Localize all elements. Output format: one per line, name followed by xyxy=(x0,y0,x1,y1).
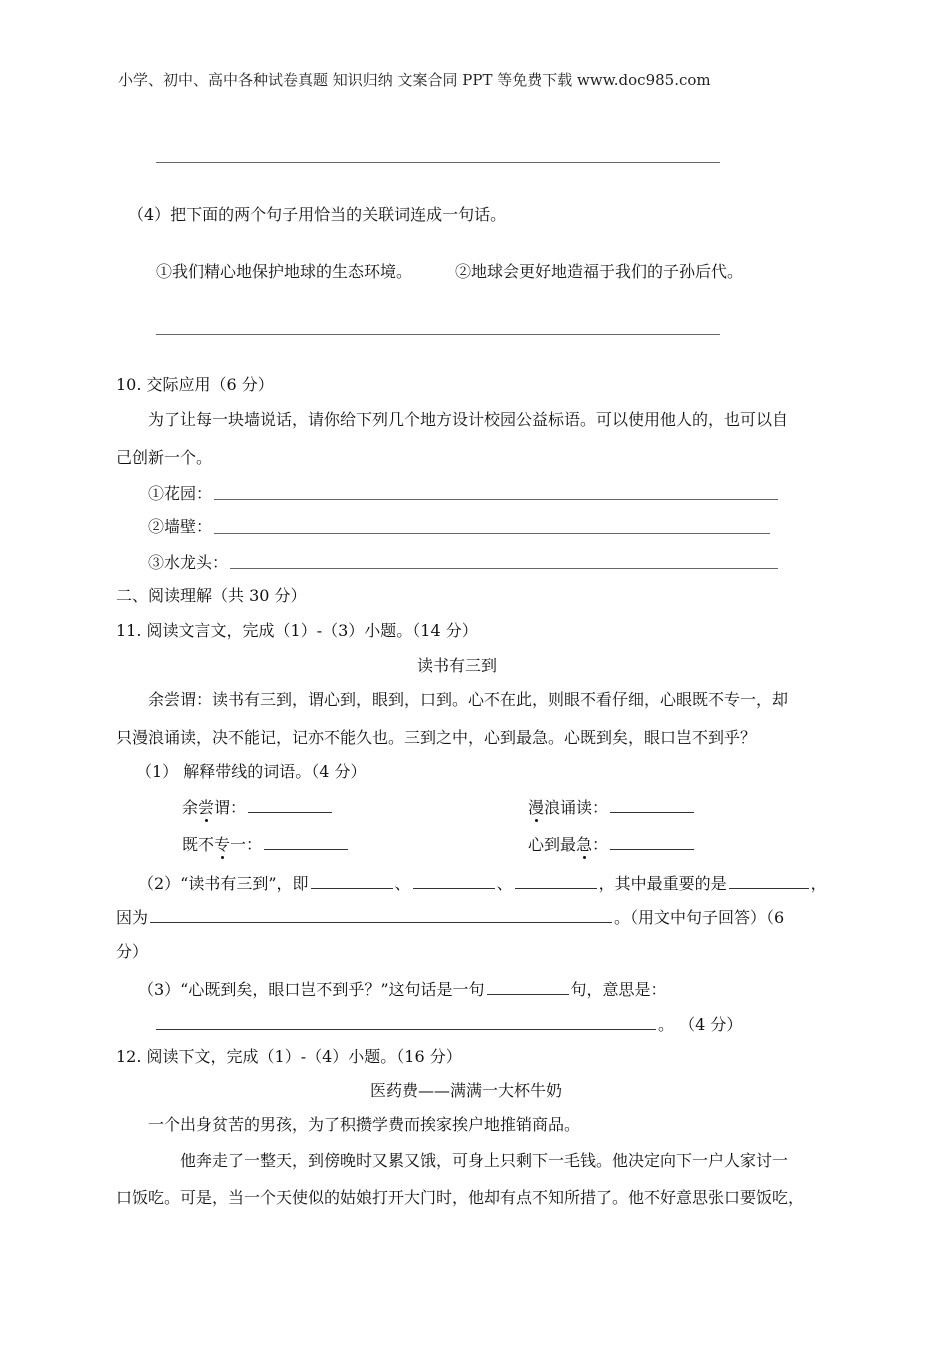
word-text: ： xyxy=(592,835,609,854)
word-text: 余 xyxy=(182,798,199,817)
page-header: 小学、初中、高中各种试卷真题 知识归纳 文案合同 PPT 等免费下载 www.doc985.com xyxy=(118,71,711,89)
answer-blank[interactable] xyxy=(311,872,393,889)
word-text: 浪诵读： xyxy=(544,798,609,817)
q11-sub3-line-1 xyxy=(138,978,667,1000)
answer-blank[interactable] xyxy=(610,833,694,850)
answer-blank[interactable] xyxy=(150,906,612,923)
q11-sub2-line-1 xyxy=(138,872,827,894)
q9-4-prompt: （4）把下面的两个句子用恰当的关联词连成一句话。 xyxy=(128,205,507,224)
q12-passage-line-3: 口饭吃。可是，当一个天使似的姑娘打开大门时，他却有点不知所措了。他不好意思张口要饭吃， xyxy=(116,1188,805,1207)
dotted-char: 专 xyxy=(214,835,231,854)
q9-4-sentence-1: ①我们精心地保护地球的生态环境。 xyxy=(156,262,413,281)
dotted-char: 尝 xyxy=(198,798,215,817)
q10-item-wall: ②墙壁： xyxy=(148,517,213,536)
word-text: 心到最 xyxy=(528,835,577,854)
q10-title: 10. 交际应用（6 分） xyxy=(116,375,274,394)
sub3-text: 句，意思是： xyxy=(570,980,667,999)
answer-blank[interactable] xyxy=(248,796,332,813)
sub2-text: 。（用文中句子回答）（6 xyxy=(614,908,785,927)
separator: 、 xyxy=(496,874,513,893)
sub2-text: 因为 xyxy=(116,908,149,927)
sub3-text: （3）“心既到矣，眼口岂不到乎？”这句话是一句 xyxy=(138,980,485,999)
q11-sub1-prompt: （1） 解释带线的词语。（4 分） xyxy=(136,762,367,781)
word-text: 既不 xyxy=(182,835,215,854)
q10-wall-answer-line[interactable] xyxy=(214,533,770,534)
q11-passage-title: 读书有三到 xyxy=(417,656,498,675)
q12-passage-line-2: 他奔走了一整天，到傍晚时又累又饿，可身上只剩下一毛钱。他决定向下一户人家讨一 xyxy=(180,1151,789,1170)
q10-item-faucet: ③水龙头： xyxy=(148,553,229,572)
sub2-text: （2）“读书有三到”，即 xyxy=(138,874,309,893)
answer-blank[interactable] xyxy=(264,833,348,850)
word-text: 一： xyxy=(230,835,263,854)
q10-faucet-answer-line[interactable] xyxy=(230,568,778,569)
q11-word-1 xyxy=(182,796,334,818)
comma: ， xyxy=(810,874,827,893)
q11-passage-line-1: 余尝谓：读书有三到，谓心到，眼到，口到。心不在此，则眼不看仔细，心眼既不专一，却 xyxy=(148,690,789,709)
separator: 、 xyxy=(394,874,411,893)
dotted-char: 漫 xyxy=(528,798,545,817)
answer-blank[interactable] xyxy=(610,796,694,813)
q9-4-answer-line[interactable] xyxy=(156,334,720,335)
q12-title: 12. 阅读下文，完成（1）-（4）小题。（16 分） xyxy=(116,1047,462,1066)
answer-blank[interactable] xyxy=(413,872,495,889)
q11-word-4 xyxy=(528,833,696,855)
answer-blank[interactable] xyxy=(156,1013,656,1030)
q9-4-sentence-2: ②地球会更好地造福于我们的子孙后代。 xyxy=(455,262,744,281)
q12-passage-line-1: 一个出身贫苦的男孩，为了积攒学费而挨家挨户地推销商品。 xyxy=(148,1115,581,1134)
sub3-text: 。 （4 分） xyxy=(658,1015,743,1034)
q10-item-garden: ①花园： xyxy=(148,484,213,503)
q12-passage-title: 医药费——满满一大杯牛奶 xyxy=(370,1081,563,1100)
answer-line[interactable] xyxy=(156,162,720,163)
q10-garden-answer-line[interactable] xyxy=(214,499,778,500)
answer-blank[interactable] xyxy=(487,978,569,995)
word-text: 谓： xyxy=(214,798,247,817)
q10-text-line-2: 己创新一个。 xyxy=(116,448,213,467)
q11-sub3-line-2 xyxy=(156,1013,742,1035)
dotted-char: 急 xyxy=(576,835,593,854)
sub2-text: ，其中最重要的是 xyxy=(598,874,727,893)
answer-blank[interactable] xyxy=(729,872,809,889)
q11-passage-line-2: 只漫浪诵读，决不能记，记亦不能久也。三到之中，心到最急。心既到矣，眼口岂不到乎？ xyxy=(116,728,757,747)
q11-word-2 xyxy=(528,796,696,818)
section-2-heading: 二、阅读理解（共 30 分） xyxy=(116,586,307,605)
q11-sub2-line-3: 分） xyxy=(116,942,149,961)
q11-title: 11. 阅读文言文，完成（1）-（3）小题。（14 分） xyxy=(116,621,478,640)
q11-sub2-line-2 xyxy=(116,906,784,928)
q11-word-3 xyxy=(182,833,350,855)
q10-text-line-1: 为了让每一块墙说话，请你给下列几个地方设计校园公益标语。可以使用他人的，也可以自 xyxy=(148,410,789,429)
answer-blank[interactable] xyxy=(515,872,597,889)
